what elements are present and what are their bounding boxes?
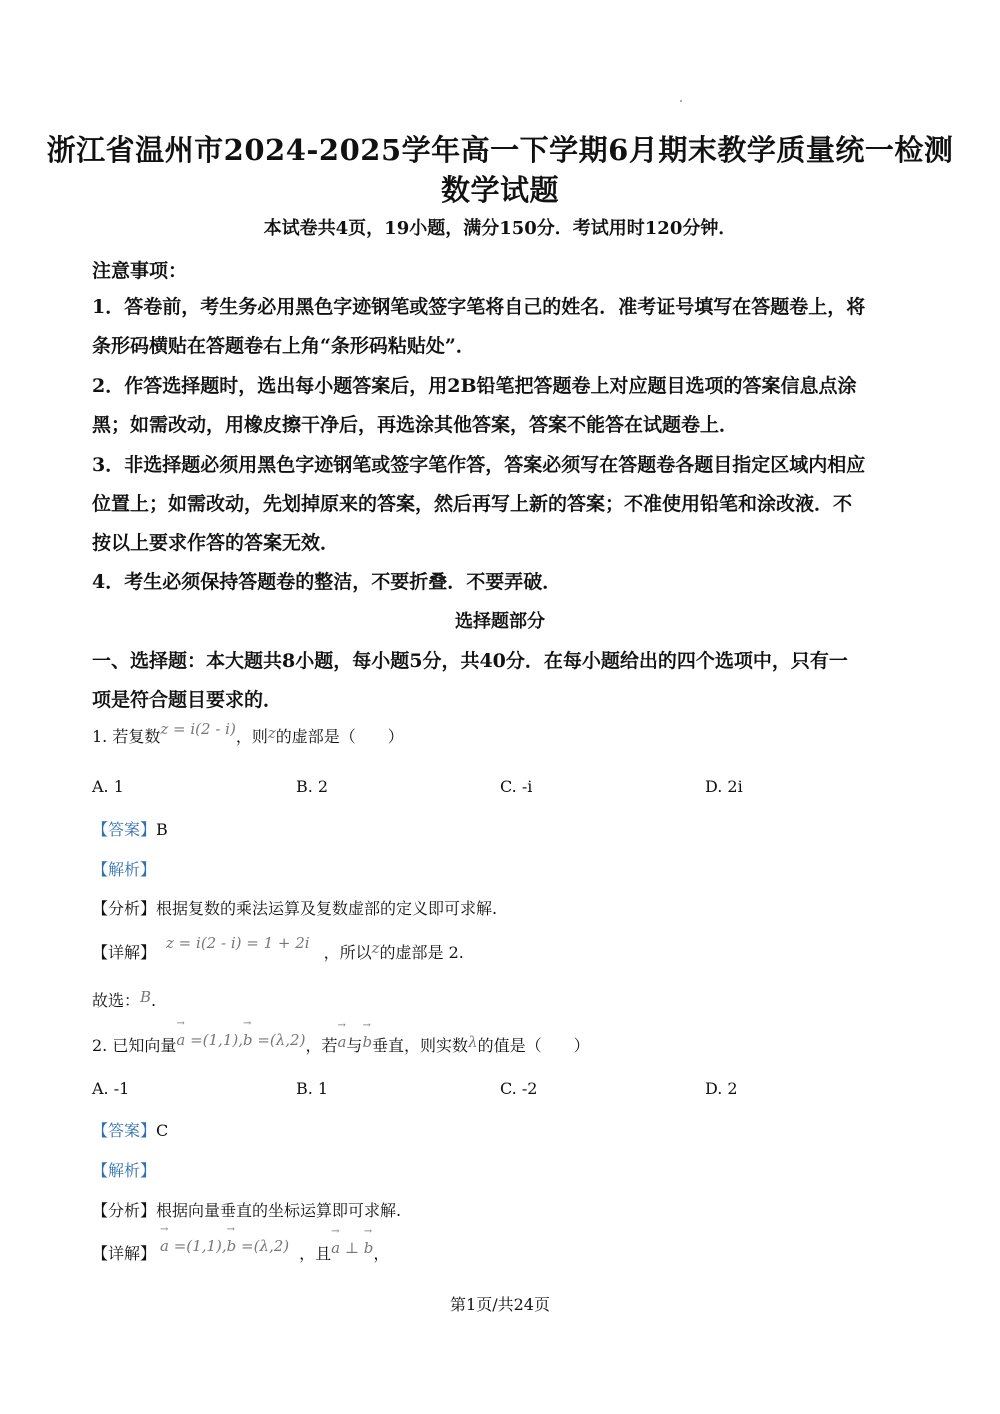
q1-fenxi	[92, 896, 497, 919]
detail-mid: ，所以	[323, 943, 372, 962]
q2-var-lambda: λ	[468, 1033, 478, 1051]
q2-formula	[176, 1031, 305, 1049]
detail-tag: 【详解】	[92, 1244, 157, 1263]
choose-suffix: .	[151, 991, 157, 1010]
q1-choose	[92, 988, 156, 1011]
question-2-stem	[92, 1033, 590, 1056]
detail-mid: ，且	[299, 1244, 332, 1263]
q1-option-d: D. 2i	[705, 777, 743, 796]
q1-detail	[92, 934, 464, 963]
q2-option-c: C. -2	[500, 1079, 538, 1098]
choose-value: B	[140, 988, 152, 1006]
q2-suffix: 的值是（ ）	[477, 1036, 590, 1055]
fenxi-text: 根据复数的乘法运算及复数虚部的定义即可求解.	[156, 899, 498, 918]
q2-detail-vec-a: → a	[160, 1237, 169, 1255]
q2-mid3: 垂直，则实数	[372, 1036, 469, 1055]
q1-var: z	[267, 724, 276, 742]
q2-fenxi	[92, 1198, 401, 1221]
q2-detail-formula	[160, 1237, 289, 1255]
perp-symbol: ⊥	[340, 1239, 364, 1257]
question-1-stem	[92, 720, 404, 747]
detail-suffix: 的虚部是 2.	[379, 943, 464, 962]
q2-detail-vec-b-value: =(λ,2)	[236, 1237, 290, 1255]
q2-var-a: → a	[337, 1033, 346, 1051]
detail-suffix: ，	[373, 1244, 390, 1263]
section-title: 选择题部分	[455, 611, 545, 632]
q2-mid2: 与	[346, 1036, 363, 1055]
q1-option-c: C. -i	[500, 777, 533, 796]
notice-line: 2．作答选择题时，选出每小题答案后，用2B铅笔把答题卷上对应题目选项的答案信息点涂	[92, 375, 857, 397]
detail-tag: 【详解】	[92, 943, 157, 962]
notice-line: 位置上；如需改动，先划掉原来的答案，然后再写上新的答案；不准使用铅笔和涂改液．不	[92, 493, 853, 515]
q1-answer	[92, 817, 168, 840]
q2-option-d: D. 2	[705, 1079, 738, 1098]
answer-tag: 【答案】	[92, 820, 157, 839]
q2-option-b: B. 1	[296, 1079, 329, 1098]
scan-speck	[680, 100, 682, 102]
q1-analysis-tag: 【解析】	[92, 860, 157, 879]
exam-info: 本试卷共4页，19小题，满分150分．考试用时120分钟．	[263, 218, 737, 239]
q2-detail-vec-b: → b	[227, 1237, 237, 1255]
q1-formula: z = i(2 - i)	[160, 720, 236, 738]
choose-prefix: 故选：	[92, 991, 141, 1010]
fenxi-tag: 【分析】	[92, 899, 157, 918]
answer-value: C	[156, 1121, 169, 1140]
q1-suffix: 的虚部是（ ）	[275, 727, 404, 746]
answer-value: B	[156, 820, 168, 839]
q2-vec-b-value: =(λ,2)	[252, 1031, 306, 1049]
part1-instruction: 一、选择题：本大题共8小题，每小题5分，共40分．在每小题给出的四个选项中，只有一	[92, 650, 848, 672]
notice-heading: 注意事项：	[92, 260, 188, 282]
q2-detail-perp-a: → a	[331, 1239, 340, 1257]
notice-line: 黑；如需改动，用橡皮擦干净后，再选涂其他答案，答案不能答在试题卷上．	[92, 414, 739, 436]
notice-line: 3．非选择题必须用黑色字迹钢笔或签字笔作答，答案必须写在答题卷各题目指定区域内相应	[92, 454, 866, 476]
page-footer: 第1页/共24页	[450, 1295, 550, 1314]
part1-instruction: 项是符合题目要求的．	[92, 689, 283, 711]
q2-detail-vec-a-value: =(1,1),	[168, 1237, 227, 1255]
q2-mid1: ，若	[305, 1036, 338, 1055]
q1-mid: ，则	[235, 727, 268, 746]
notice-line: 按以上要求作答的答案无效．	[92, 532, 340, 554]
q2-detail-perp	[331, 1239, 373, 1257]
q2-analysis-tag: 【解析】	[92, 1161, 157, 1180]
q2-answer	[92, 1118, 168, 1141]
q2-vec-b: → b	[243, 1031, 253, 1049]
q2-option-a: A. -1	[92, 1079, 130, 1098]
q2-detail	[92, 1237, 390, 1264]
fenxi-tag: 【分析】	[92, 1201, 157, 1220]
answer-tag: 【答案】	[92, 1121, 157, 1140]
notice-line: 条形码横贴在答题卷右上角“条形码粘贴处”．	[92, 335, 475, 357]
q1-prefix: 1. 若复数	[92, 727, 161, 746]
fenxi-text: 根据向量垂直的坐标运算即可求解.	[156, 1201, 402, 1220]
doc-title-line1: 浙江省温州市2024-2025学年高一下学期6月期末教学质量统一检测	[46, 133, 954, 167]
q2-vec-a: → a	[176, 1031, 185, 1049]
q2-vec-a-value: =(1,1),	[185, 1031, 243, 1049]
q1-option-b: B. 2	[296, 777, 329, 796]
q2-var-b: → b	[362, 1033, 372, 1051]
q1-detail-var: z	[371, 939, 380, 957]
q2-detail-perp-b: → b	[364, 1239, 374, 1257]
q1-detail-formula: z = i(2 - i) = 1 + 2i	[166, 934, 310, 952]
q1-option-a: A. 1	[92, 777, 124, 796]
notice-line: 4．考生必须保持答题卷的整洁，不要折叠．不要弄破．	[92, 571, 562, 593]
doc-title-line2: 数学试题	[440, 173, 559, 207]
q2-prefix: 2. 已知向量	[92, 1036, 177, 1055]
notice-line: 1．答卷前，考生务必用黑色字迹钢笔或签字笔将自己的姓名．准考证号填写在答题卷上，将	[92, 296, 866, 318]
